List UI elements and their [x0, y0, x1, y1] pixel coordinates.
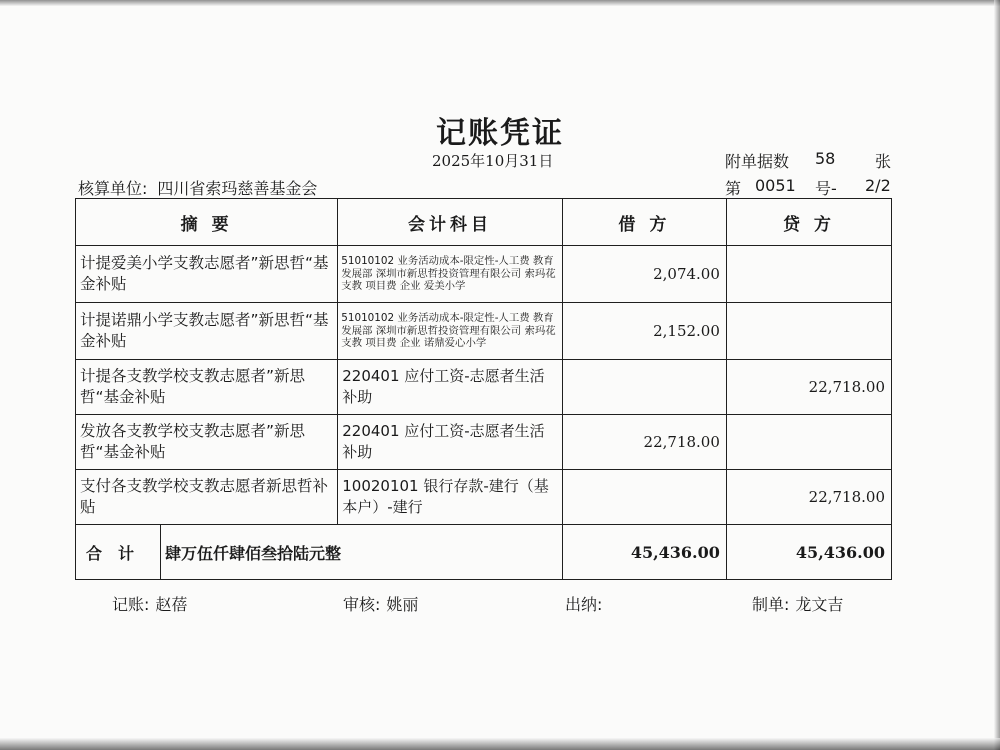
- row-credit: [726, 246, 891, 303]
- row-debit: 22,718.00: [562, 415, 726, 470]
- bookkeeper-name: 赵蓓: [155, 595, 188, 614]
- voucher-title: 记账凭证: [436, 116, 564, 151]
- reviewer-signature: [343, 592, 418, 615]
- preparer-signature: [752, 592, 843, 615]
- row-summary: 计提爱美小学支教志愿者”新思哲“基金补贴: [76, 246, 338, 303]
- header-debit: 借 方: [562, 199, 726, 246]
- cashier-signature: [565, 592, 608, 615]
- table-row: [76, 470, 892, 525]
- voucher-date: 2025年10月31日: [432, 152, 554, 170]
- reviewer-name: 姚丽: [386, 595, 419, 614]
- row-summary: 计提各支教学校支教志愿者”新思哲“基金补贴: [76, 360, 338, 415]
- reviewer-label: 审核:: [343, 595, 381, 614]
- attachment-count: 58: [815, 149, 836, 168]
- row-debit: 2,152.00: [562, 303, 726, 360]
- unit-name: 四川省索玛慈善基金会: [157, 179, 318, 198]
- row-subject: 51010102 业务活动成本-限定性-人工费 教育发展部 深圳市新思哲投资管理有限公司 索玛花支教 项目费 企业 诺鼎爱心小学: [338, 303, 563, 360]
- header-subject: 会计科目: [338, 199, 563, 246]
- row-summary: 发放各支教学校支教志愿者”新思哲“基金补贴: [76, 415, 338, 470]
- table-header-row: [76, 199, 892, 246]
- total-cell: [76, 525, 563, 580]
- row-debit: [562, 360, 726, 415]
- preparer-label: 制单:: [752, 595, 790, 614]
- row-subject: 10020101 银行存款-建行（基本户）-建行: [338, 470, 563, 525]
- table-row: [76, 360, 892, 415]
- accounting-unit: [78, 176, 317, 199]
- total-label: 合计: [76, 525, 161, 579]
- number-suffix: 号-: [815, 179, 837, 198]
- bookkeeper-signature: [112, 592, 187, 615]
- row-credit: [726, 415, 891, 470]
- scan-edge-top: [0, 0, 1000, 6]
- row-credit: [726, 303, 891, 360]
- table-row: [76, 303, 892, 360]
- unit-label: 核算单位:: [78, 179, 148, 198]
- scan-edge-bottom: [0, 738, 1000, 750]
- number-value: 0051: [755, 176, 796, 195]
- preparer-name: 龙文吉: [795, 595, 844, 614]
- number-prefix: 第: [725, 179, 742, 198]
- row-subject: 220401 应付工资-志愿者生活补助: [338, 415, 563, 470]
- page-indicator: 2/2: [865, 176, 891, 195]
- table-row: [76, 415, 892, 470]
- cashier-label: 出纳:: [565, 595, 603, 614]
- row-summary: 支付各支教学校支教志愿者新思哲补贴: [76, 470, 338, 525]
- header-credit: 贷 方: [726, 199, 891, 246]
- total-row: [76, 525, 892, 580]
- total-debit: 45,436.00: [562, 525, 726, 580]
- row-summary: 计提诺鼎小学支教志愿者”新思哲“基金补贴: [76, 303, 338, 360]
- total-amount-words: 肆万伍仟肆佰叁拾陆元整: [165, 543, 342, 563]
- attachment-label: 附单据数: [725, 152, 790, 171]
- row-subject: 51010102 业务活动成本-限定性-人工费 教育发展部 深圳市新思哲投资管理有限公司 索玛花支教 项目费 企业 爱美小学: [338, 246, 563, 303]
- bookkeeper-label: 记账:: [112, 595, 150, 614]
- table-row: [76, 246, 892, 303]
- row-credit: 22,718.00: [726, 470, 891, 525]
- row-credit: 22,718.00: [726, 360, 891, 415]
- attachment-unit: 张: [875, 152, 892, 171]
- row-subject: 220401 应付工资-志愿者生活补助: [338, 360, 563, 415]
- header-summary: 摘 要: [76, 199, 338, 246]
- voucher-table: [75, 198, 892, 580]
- row-debit: 2,074.00: [562, 246, 726, 303]
- attachment-info: [725, 149, 892, 172]
- row-debit: [562, 470, 726, 525]
- total-credit: 45,436.00: [726, 525, 891, 580]
